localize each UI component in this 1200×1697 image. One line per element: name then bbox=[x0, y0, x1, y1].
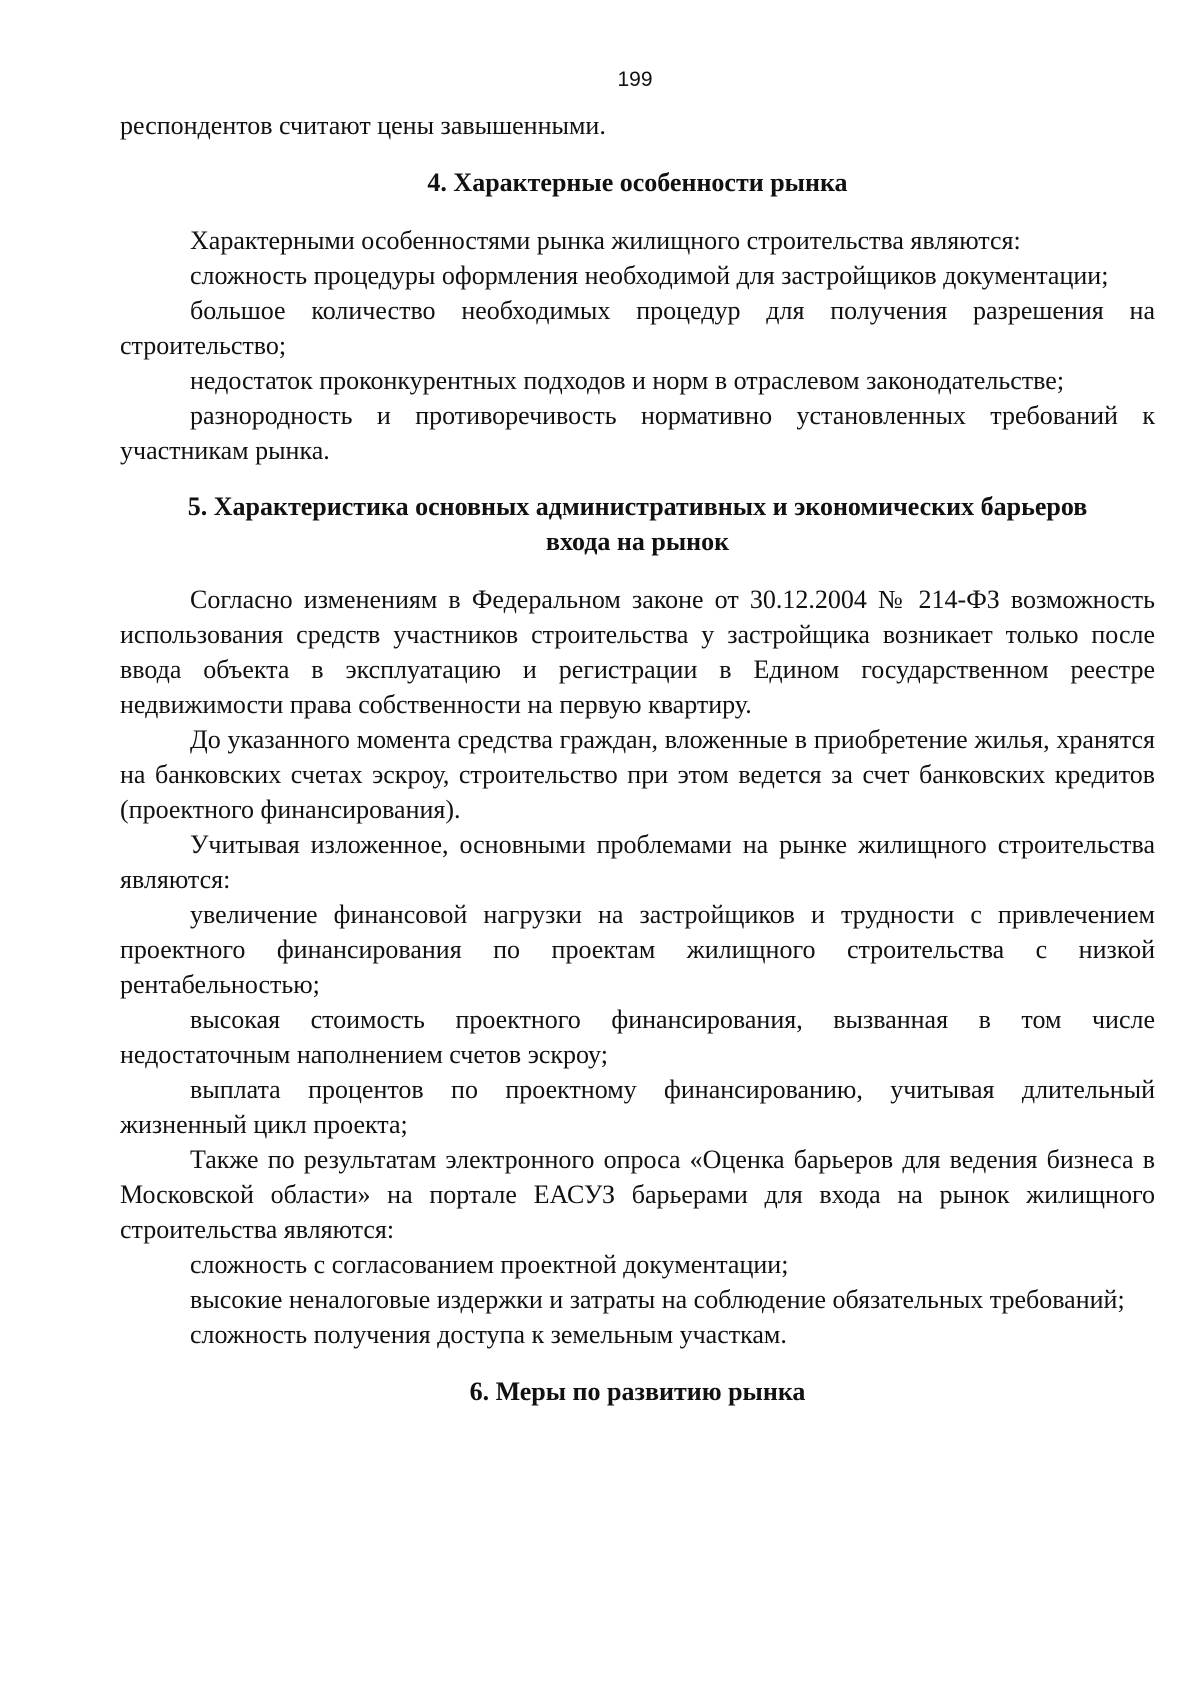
section-5-heading-line-1: 5. Характеристика основных административных и экономических барьеров bbox=[187, 492, 1088, 521]
section-4-list-item: разнородность и противоречивость нормативно установленных требований к участникам рынка. bbox=[120, 401, 1155, 465]
section-5-paragraph: До указанного момента средства граждан, вложенные в приобретение жилья, хранятся на банковских счетах эскроу, строительство при этом ведется за счет банковских кредитов (проектного финансирования). bbox=[120, 725, 1155, 824]
section-5-paragraph: Также по результатам электронного опроса «Оценка барьеров для ведения бизнеса в Московской области» на портале ЕАСУЗ барьерами для входа на рынок жилищного строительства являются: bbox=[120, 1145, 1155, 1244]
section-5-paragraph: Учитывая изложенное, основными проблемами на рынке жилищного строительства являются: bbox=[120, 830, 1155, 894]
section-5-list-item: увеличение финансовой нагрузки на застройщиков и трудности с привлечением проектного финансирования по проектам жилищного строительства с низкой рентабельностью; bbox=[120, 900, 1155, 999]
section-4-list-item: сложность процедуры оформления необходимой для застройщиков документации; bbox=[190, 261, 1109, 290]
section-5-list-item: высокие неналоговые издержки и затраты на соблюдение обязательных требований; bbox=[190, 1285, 1125, 1314]
section-5-paragraph: Согласно изменениям в Федеральном законе от 30.12.2004 № 214-ФЗ возможность использования средств участников строительства у застройщика возникает только после ввода объекта в эксплуатацию и регистрации в Едином государственном реестре недвижимости права собственности на первую квартиру. bbox=[120, 585, 1155, 719]
continuation-text: респондентов считают цены завышенными. bbox=[120, 111, 606, 140]
section-4-list-item: большое количество необходимых процедур для получения разрешения на строительство; bbox=[120, 296, 1155, 360]
section-4-paragraph: Характерными особенностями рынка жилищного строительства являются: bbox=[190, 226, 1021, 255]
section-5-list-item: высокая стоимость проектного финансирования, вызванная в том числе недостаточным наполнением счетов эскроу; bbox=[120, 1005, 1155, 1069]
section-4-list-item: недостаток проконкурентных подходов и норм в отраслевом законодательстве; bbox=[190, 366, 1065, 395]
section-6-heading: 6. Меры по развитию рынка bbox=[469, 1377, 806, 1406]
section-4-heading: 4. Характерные особенности рынка bbox=[427, 168, 848, 197]
page-number: 199 bbox=[617, 68, 653, 91]
section-5-list-item: выплата процентов по проектному финансированию, учитывая длительный жизненный цикл проекта; bbox=[120, 1075, 1155, 1139]
section-5-heading-line-2: входа на рынок bbox=[545, 527, 730, 556]
section-5-list-item: сложность с согласованием проектной документации; bbox=[190, 1250, 789, 1279]
section-5-list-item: сложность получения доступа к земельным участкам. bbox=[190, 1320, 787, 1349]
page-body-upper bbox=[120, 108, 1155, 1409]
